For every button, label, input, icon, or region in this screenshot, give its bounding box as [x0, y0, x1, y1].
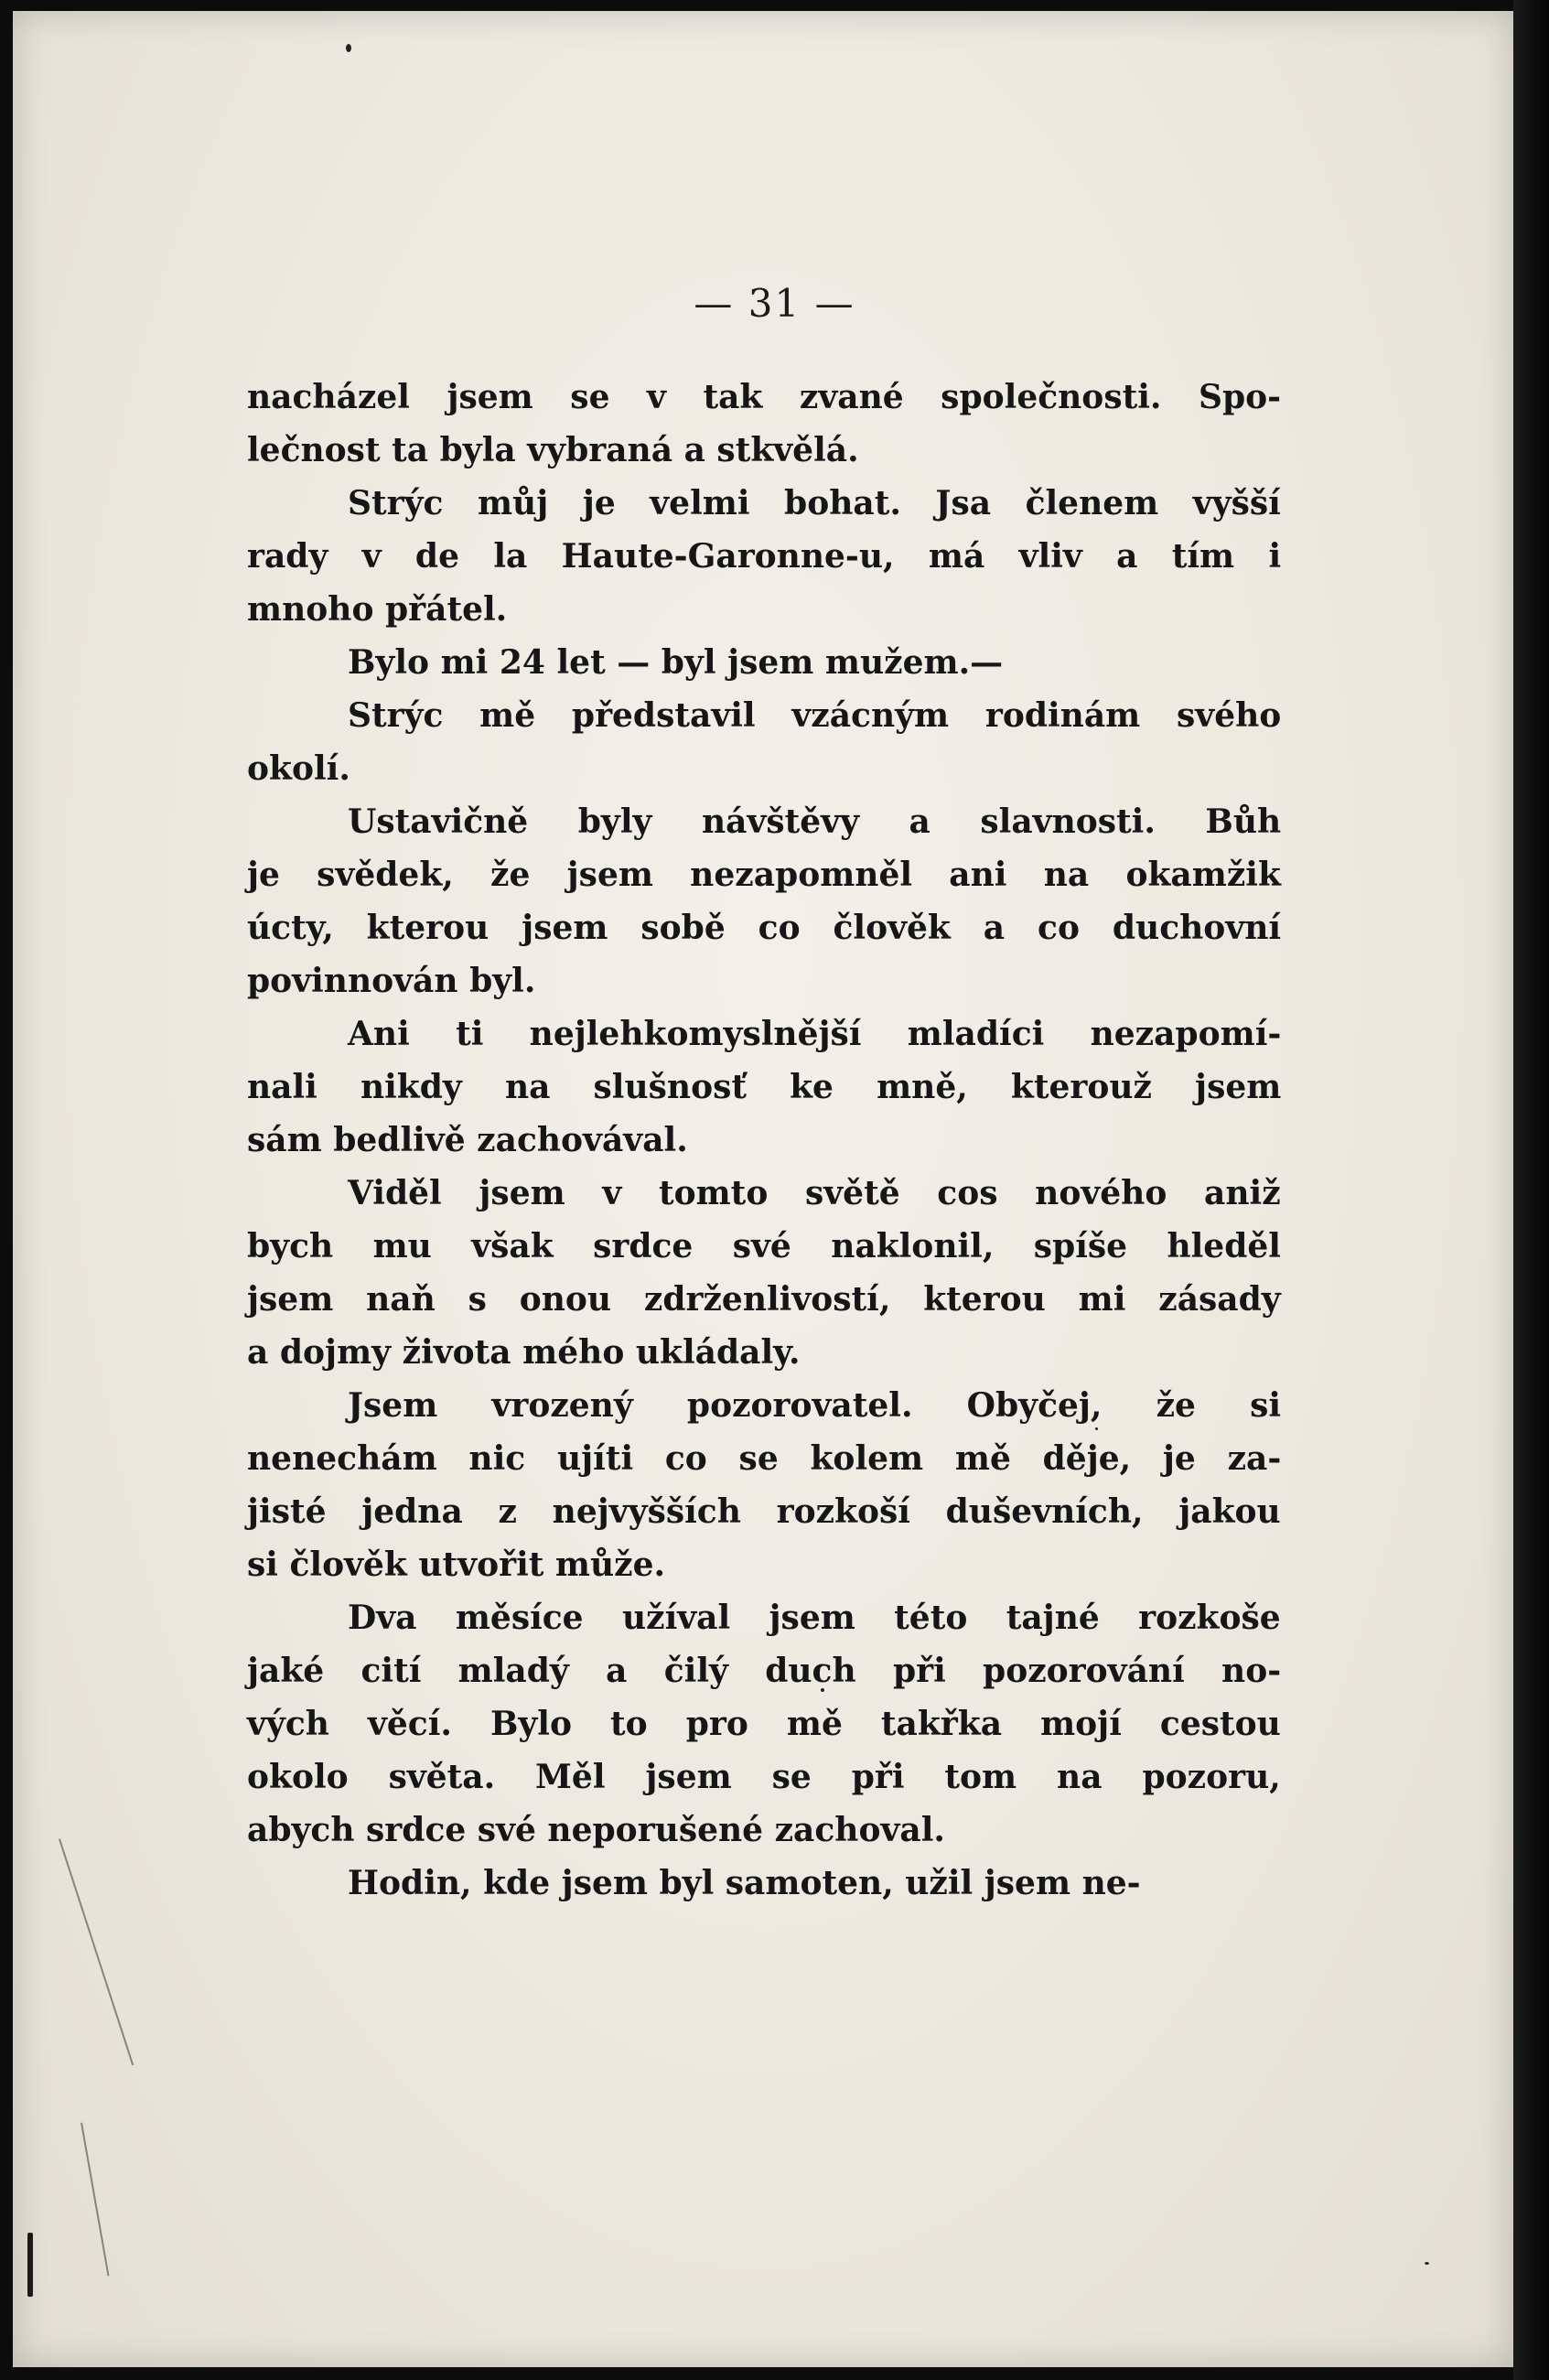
text-line: Ustavičně byly návštěvy a slavnosti. Bůh: [348, 802, 1282, 841]
text-line: Bylo mi 24 let — byl jsem mužem.—: [348, 643, 1004, 682]
text-line: Strýc můj je velmi bohat. Jsa členem vyšší: [348, 484, 1281, 522]
text-line: lečnost ta byla vybraná a stkvělá.: [247, 431, 859, 469]
text-line: rady v de la Haute-Garonne-u, má vliv a tím i: [247, 537, 1282, 576]
page-number: — 31 —: [694, 281, 855, 326]
text-line: a dojmy života mého ukládaly.: [247, 1333, 801, 1372]
text-line: vých věcí. Bylo to pro mě takřka mojí cestou: [247, 1705, 1281, 1743]
text-line: Viděl jsem v tomto světě cos nového aniž: [348, 1174, 1281, 1212]
text-line: povinnován byl.: [247, 962, 536, 1000]
text-line: nali nikdy na slušnosť ke mně, kterouž jsem: [247, 1068, 1282, 1106]
text-line: nenechám nic ujíti co se kolem mě děje, je za-: [247, 1439, 1282, 1478]
text-line: bych mu však srdce své naklonil, spíše hleděl: [247, 1227, 1281, 1265]
text-line: Strýc mě představil vzácným rodinám svého: [348, 696, 1282, 735]
text-line: jsem naň s onou zdrženlivostí, kterou mi zásady: [247, 1280, 1281, 1319]
text-line: abych srdce své neporušené zachoval.: [247, 1811, 945, 1849]
text-line: Hodin, kde jsem byl samoten, užil jsem ne-: [348, 1864, 1141, 1902]
text-line: okolí.: [247, 749, 350, 788]
text-line: Dva měsíce užíval jsem této tajné rozkoše: [348, 1599, 1281, 1637]
ink-speck: [1425, 2262, 1429, 2265]
text-line: Jsem vrozený pozorovatel. Obyčej, že si: [348, 1386, 1282, 1425]
text-line: je svědek, že jsem nezapomněl ani na okamžik: [247, 856, 1281, 894]
text-line: jaké cití mladý a čilý duch při pozorování no-: [247, 1652, 1282, 1690]
text-line: mnoho přátel.: [247, 590, 508, 629]
text-line: nacházel jsem se v tak zvané společnosti. Spo-: [247, 378, 1282, 416]
text-line: sám bedlivě zachovával.: [247, 1121, 688, 1159]
text-line: jisté jedna z nejvyšších rozkoší duševních, jakou: [247, 1492, 1281, 1531]
ink-speck: [346, 44, 351, 52]
text-line: Ani ti nejlehkomyslnější mladíci nezapomí-: [348, 1015, 1282, 1053]
body-text: [247, 371, 1281, 1910]
text-line: okolo světa. Měl jsem se při tom na pozoru,: [247, 1758, 1281, 1796]
text-line: úcty, kterou jsem sobě co člověk a co duchovní: [247, 909, 1282, 947]
ink-mark: [27, 2233, 33, 2297]
text-line: si člověk utvořit může.: [247, 1545, 666, 1584]
scan-border-right: [1513, 0, 1549, 2380]
